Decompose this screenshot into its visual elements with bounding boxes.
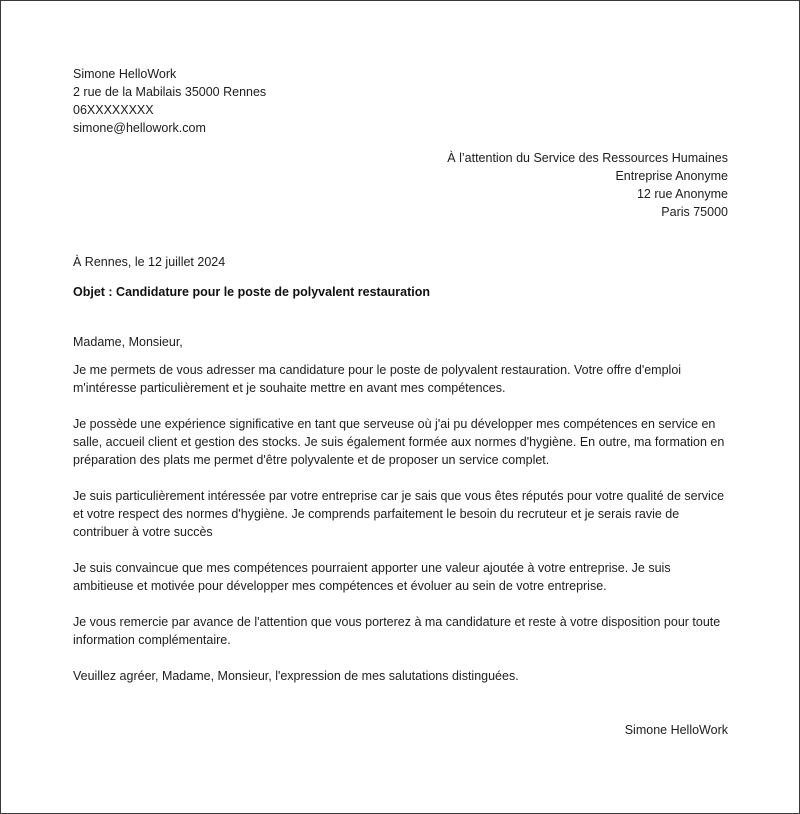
recipient-company: Entreprise Anonyme [615, 169, 728, 183]
sender-email: simone@hellowork.com [73, 121, 206, 135]
closing-formula: Veuillez agréer, Madame, Monsieur, l'expression de mes salutations distinguées. [73, 669, 519, 683]
sender-block [73, 65, 728, 137]
salutation: Madame, Monsieur, [73, 335, 183, 349]
sender-name: Simone HelloWork [73, 67, 177, 81]
body-paragraph: Je suis particulièrement intéressée par votre entreprise car je sais que vous êtes réputés pour votre qualité de service et votre respect des normes d'hygiène. Je comprends parfaitement le besoin du recruteur et je serais ravie de contribuer à votre succès [73, 489, 725, 539]
subject-line: Objet : Candidature pour le poste de polyvalent restauration [73, 285, 431, 299]
body-paragraph: Je me permets de vous adresser ma candidature pour le poste de polyvalent restauration. Votre offre d'emploi m'intéresse particulièrement et je souhaite mettre en avant mes compétences. [73, 363, 682, 395]
cover-letter [73, 65, 728, 739]
body-paragraph: Je vous remercie par avance de l'attention que vous porterez à ma candidature et reste à votre disposition pour toute information complémentaire. [73, 615, 721, 647]
recipient-block [73, 149, 728, 221]
sender-phone: 06XXXXXXXX [73, 103, 154, 117]
body-paragraph: Je suis convaincue que mes compétences pourraient apporter une valeur ajoutée à votre entreprise. Je suis ambitieuse et motivée pour développer mes compétences et évoluer au sein de votre entreprise. [73, 561, 671, 593]
body-paragraph: Je possède une expérience significative en tant que serveuse où j'ai pu développer mes compétences en service en salle, accueil client et gestion des stocks. Je suis également formée aux normes d'hygiène. En outre, ma formation en préparation des plats me permet d'être polyvalente et de proposer un service complet. [73, 417, 725, 467]
sender-address: 2 rue de la Mabilais 35000 Rennes [73, 85, 267, 99]
recipient-city: Paris 75000 [661, 205, 728, 219]
date-line: À Rennes, le 12 juillet 2024 [73, 255, 226, 269]
recipient-attention: À l’attention du Service des Ressources Humaines [447, 151, 728, 165]
signature: Simone HelloWork [624, 723, 728, 737]
recipient-street: 12 rue Anonyme [636, 187, 728, 201]
